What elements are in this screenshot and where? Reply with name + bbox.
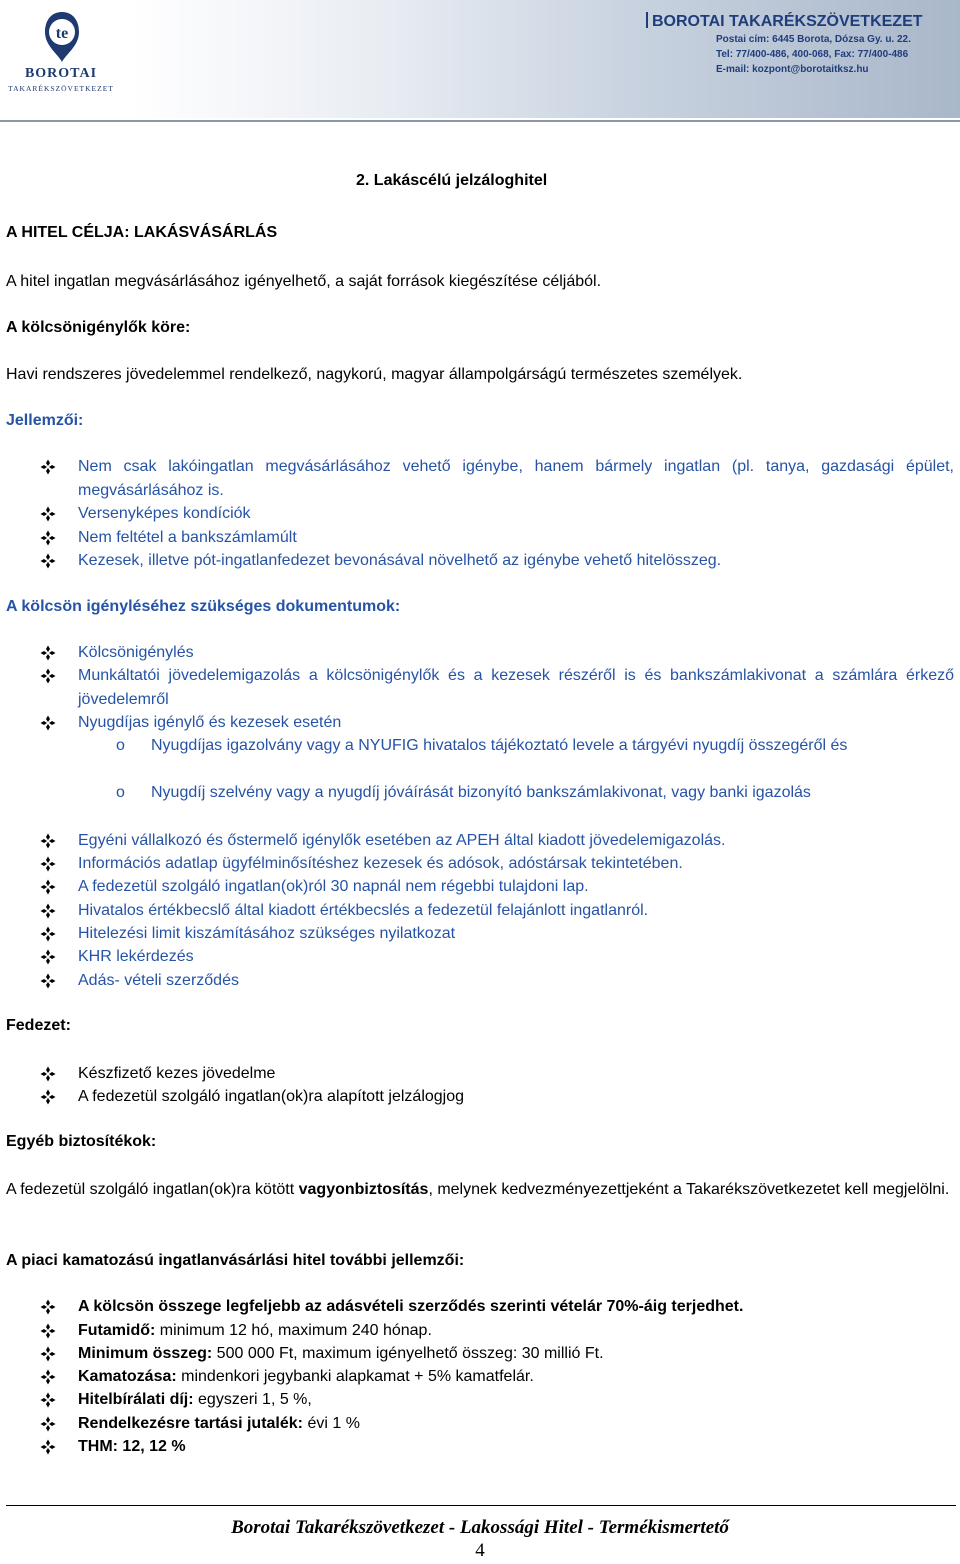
diamond-bullet-icon	[40, 1412, 56, 1435]
diamond-bullet-icon	[40, 1388, 56, 1411]
applicants-desc: Havi rendszeres jövedelemmel rendelkező, nagykorú, magyar állampolgárságú természetes személyek.	[6, 366, 743, 383]
phone-fax: Tel: 77/400-486, 400-068, Fax: 77/400-486	[716, 49, 909, 60]
applicants-heading: A kölcsönigénylők köre:	[6, 319, 191, 336]
logo	[0, 0, 122, 118]
diamond-bullet-icon	[40, 829, 56, 852]
diamond-bullet-icon	[40, 1319, 56, 1342]
diamond-bullet-icon	[40, 945, 56, 968]
company-name: BOROTAI TAKARÉKSZÖVETKEZET	[646, 12, 923, 31]
diamond-bullet-icon	[40, 852, 56, 875]
diamond-bullet-icon	[40, 549, 56, 572]
diamond-bullet-icon	[40, 1365, 56, 1388]
diamond-bullet-icon	[40, 1435, 56, 1458]
footer-title: Borotai Takarékszövetkezet - Lakossági Hitel - Termékismertető	[231, 1517, 729, 1538]
market-features-heading: A piaci kamatozású ingatlanvásárlási hitel további jellemzői:	[6, 1252, 465, 1269]
diamond-bullet-icon	[40, 969, 56, 992]
diamond-bullet-icon	[40, 922, 56, 945]
diamond-bullet-icon	[40, 526, 56, 549]
loan-purpose-desc: A hitel ingatlan megvásárlásához igényelhető, a saját források kiegészítése céljából.	[6, 273, 602, 290]
page-header	[0, 0, 960, 124]
collateral-heading: Fedezet:	[6, 1017, 71, 1034]
other-guarantees-heading: Egyéb biztosítékok:	[6, 1133, 157, 1150]
postal-address: Postai cím: 6445 Borota, Dózsa Gy. u. 22.	[716, 34, 911, 45]
diamond-bullet-icon	[40, 502, 56, 525]
logo-subtitle: TAKARÉKSZÖVETKEZET	[8, 84, 114, 93]
page-number: 4	[475, 1540, 485, 1561]
diamond-bullet-icon	[40, 711, 56, 734]
logo-name: BOROTAI	[24, 66, 98, 81]
features-heading: Jellemzői:	[6, 412, 84, 429]
email: E-mail: kozpont@borotaitksz.hu	[716, 64, 869, 75]
diamond-bullet-icon	[40, 1085, 56, 1108]
diamond-bullet-icon	[40, 1295, 56, 1318]
diamond-bullet-icon	[40, 641, 56, 664]
diamond-bullet-icon	[40, 875, 56, 898]
other-guarantees-text: A fedezetül szolgáló ingatlan(ok)ra kötött vagyonbiztosítás, melynek kedvezményezettjeként a Takarékszövetkezetet kell megjelölni.	[6, 1181, 950, 1198]
footer-divider	[6, 1505, 956, 1506]
logo-emblem-icon	[42, 10, 82, 64]
diamond-bullet-icon	[40, 455, 56, 478]
header-divider	[0, 120, 960, 122]
loan-purpose: A HITEL CÉLJA: LAKÁSVÁSÁRLÁS	[6, 224, 278, 241]
svg-text:te: te	[55, 25, 69, 42]
diamond-bullet-icon	[40, 664, 56, 687]
diamond-bullet-icon	[40, 1342, 56, 1365]
documents-heading: A kölcsön igényléséhez szükséges dokumentumok:	[6, 598, 401, 615]
diamond-bullet-icon	[40, 1062, 56, 1085]
section-title: 2. Lakáscélú jelzáloghitel	[356, 172, 548, 189]
diamond-bullet-icon	[40, 899, 56, 922]
